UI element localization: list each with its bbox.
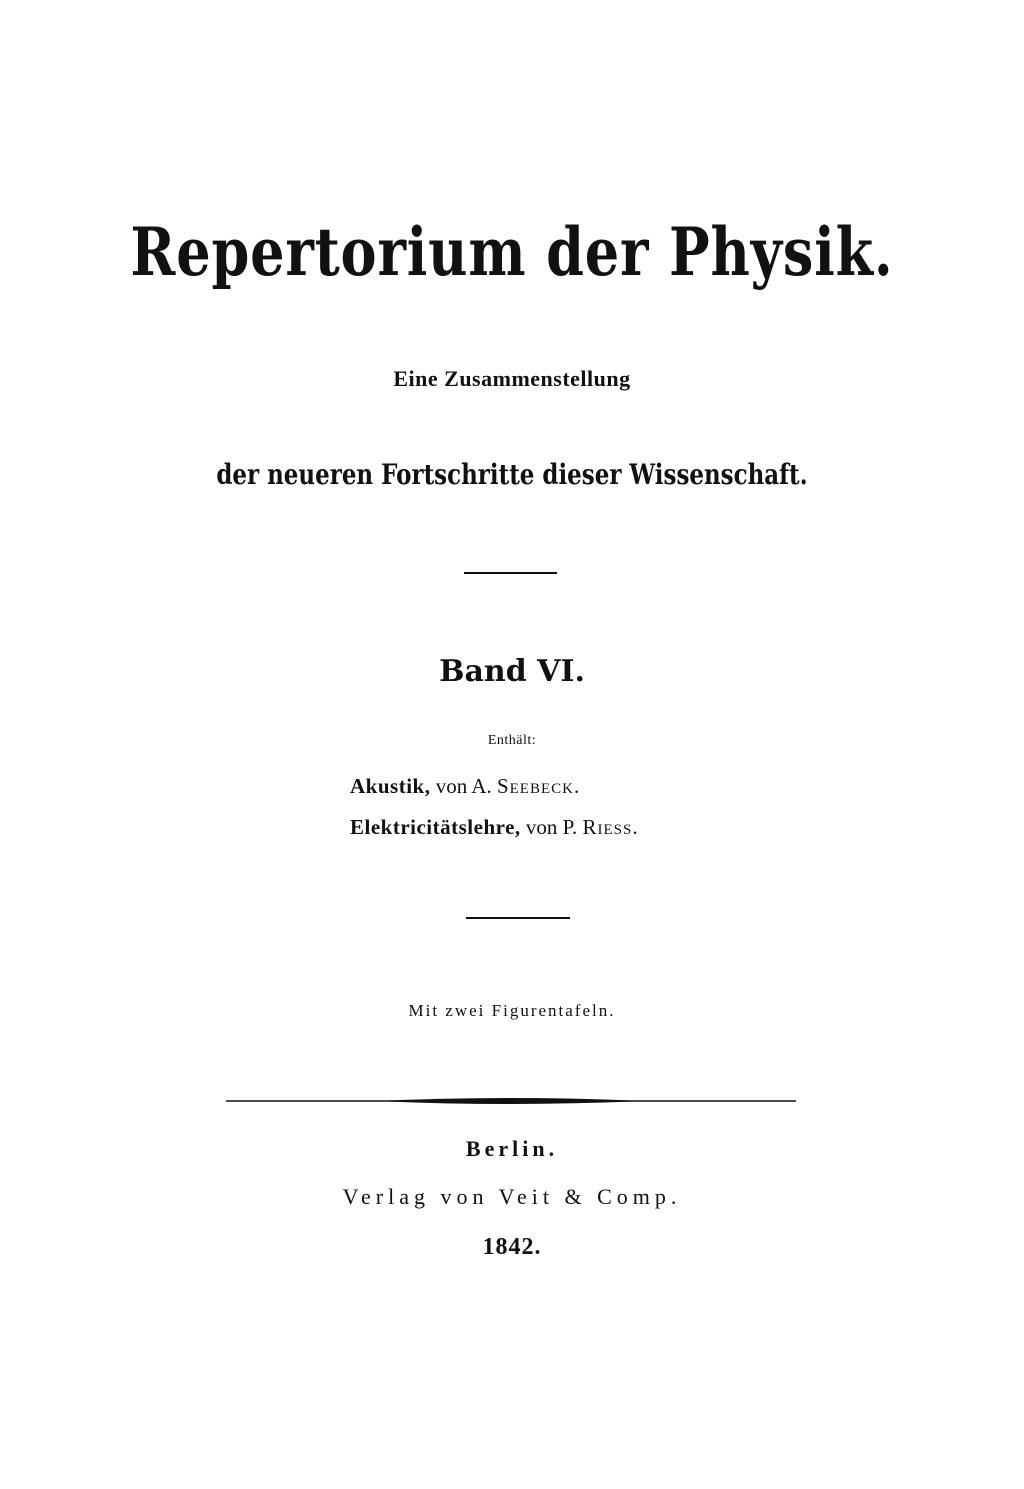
plates-note: Mit zwei Figurentafeln.: [408, 1001, 616, 1020]
contents-author: Seebeck.: [496, 774, 581, 798]
contents-author: Riess.: [582, 815, 639, 839]
ornamental-rule: [226, 1096, 796, 1106]
imprint-city: Berlin.: [465, 1136, 559, 1161]
contents-by: von A.: [435, 774, 492, 798]
book-title: Repertorium der Physik.: [130, 213, 894, 291]
contents-entry-electricity: [350, 815, 639, 840]
contents-subject: Akustik,: [350, 774, 431, 798]
contents-entry-acoustics: [350, 774, 580, 799]
contents-subject: Elektricitätslehre,: [350, 815, 521, 839]
volume-label: Band VI.: [439, 654, 585, 689]
imprint-year: 1842.: [482, 1234, 542, 1260]
subtitle-line-1: Eine Zusammenstellung: [393, 366, 631, 391]
imprint-publisher: Verlag von Veit & Comp.: [342, 1184, 682, 1209]
contents-label: Enthält:: [487, 733, 537, 748]
subtitle-line-2: der neueren Fortschritte dieser Wissenschaft.: [216, 458, 808, 491]
divider-rule-top: [464, 572, 557, 574]
divider-rule-middle: [466, 917, 570, 919]
contents-by: von P.: [525, 815, 578, 839]
